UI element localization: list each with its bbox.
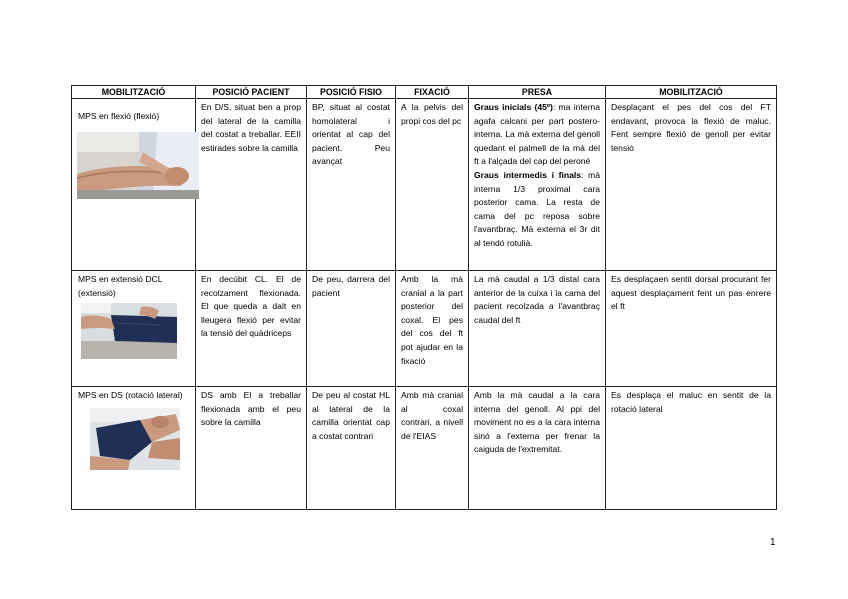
presa-bold-2: Graus intermedis i finals [474,169,582,180]
header-presa: PRESA [469,86,606,99]
cell-posicio-fisio: BP, situat al costat homolateral i orientat al cap del pacient. Peu avançat [307,99,396,271]
hip-extension-photo [81,303,177,359]
technique-name: MPS en DS (rotació lateral) [78,390,183,400]
cell-posicio-fisio: De peu al costat HL al lateral de la camilla orientat cap a costat contrari [307,387,396,510]
cell-posicio-pacient: En decúbit CL. El de recolzament flexionada. El que queda a dalt en lleugera flexió per evitar la tensió del quàdriceps [196,271,307,387]
cell-posicio-pacient: DS amb El a treballar flexionada amb el peu sobre la camilla [196,387,307,510]
header-mobilitzacio-2: MOBILITZACIÓ [606,86,777,99]
cell-fixacio: Amb mà cranial al coxal contrari, a nivell de l'EIAS [396,387,469,510]
table-row [72,99,777,271]
cell-presa: Amb la mà caudal a la cara interna del genoll. Al ppi del moviment no es a la cara interna sinó a l'externa per frenar la caiguda de l'extremitat. [469,387,606,510]
hip-lateral-rotation-photo [90,408,180,470]
presa-text-2: : mà interna 1/3 proximal cara posterior cama. La resta de cama del pc reposa sobre l'avantbraç. Mà externa el 3r dit al tendó rotulià. [474,169,600,248]
cell-mobilitzacio-2: Es desplaça el maluc en sentit de la rotació lateral [606,387,777,510]
page-number: 1 [770,537,776,548]
cell-fixacio: A la pelvis del propi cos del pc [396,99,469,271]
cell-mobilitzacio-2: Desplaçant el pes del cos del FT endavant, provoca la flexió de maluc. Fent sempre flexió de genoll per evitar tensió [606,99,777,271]
cell-posicio-pacient: En D/S, situat ben a prop del lateral de la camilla del costat a treballar. EEII estirades sobre la camilla [196,99,307,271]
technique-name: MPS en extensió DCL (extensió) [78,274,163,298]
cell-mobilitzacio [72,387,196,510]
mobilization-table [71,85,777,510]
table-header-row [72,86,777,99]
presa-bold-1: Graus inicials (45º) [474,102,553,112]
presa-text-1: : ma interna agafa calcani per part postero-interna. La mà externa del genoll quedant el palmell de la mà del ft a l'alçada del cap del peroné [474,102,600,167]
header-fixacio: FIXACIÓ [396,86,469,99]
cell-presa: La mà caudal a 1/3 distal cara anterior de la cuixa i la cama del pacient recolzada a l'avantbraç caudal del ft [469,271,606,387]
cell-fixacio: Amb la mà cranial a la part posterior del coxal. El pes del cos del ft pot ajudar en la fixació [396,271,469,387]
cell-mobilitzacio [72,99,196,271]
header-mobilitzacio: MOBILITZACIÓ [72,86,196,99]
table-row [72,387,777,510]
cell-mobilitzacio-2: Es desplaçaen sentit dorsal procurant fer aquest desplaçament fent un pas enrere el ft [606,271,777,387]
table-row [72,271,777,387]
cell-presa [469,99,606,271]
knee-flexion-photo [77,132,199,199]
cell-mobilitzacio [72,271,196,387]
cell-posicio-fisio: De peu, darrera del pacient [307,271,396,387]
header-posicio-pacient: POSICIÓ PACIENT [196,86,307,99]
header-posicio-fisio: POSICIÓ FISIO [307,86,396,99]
technique-name: MPS en flexió (flexió) [78,111,160,121]
